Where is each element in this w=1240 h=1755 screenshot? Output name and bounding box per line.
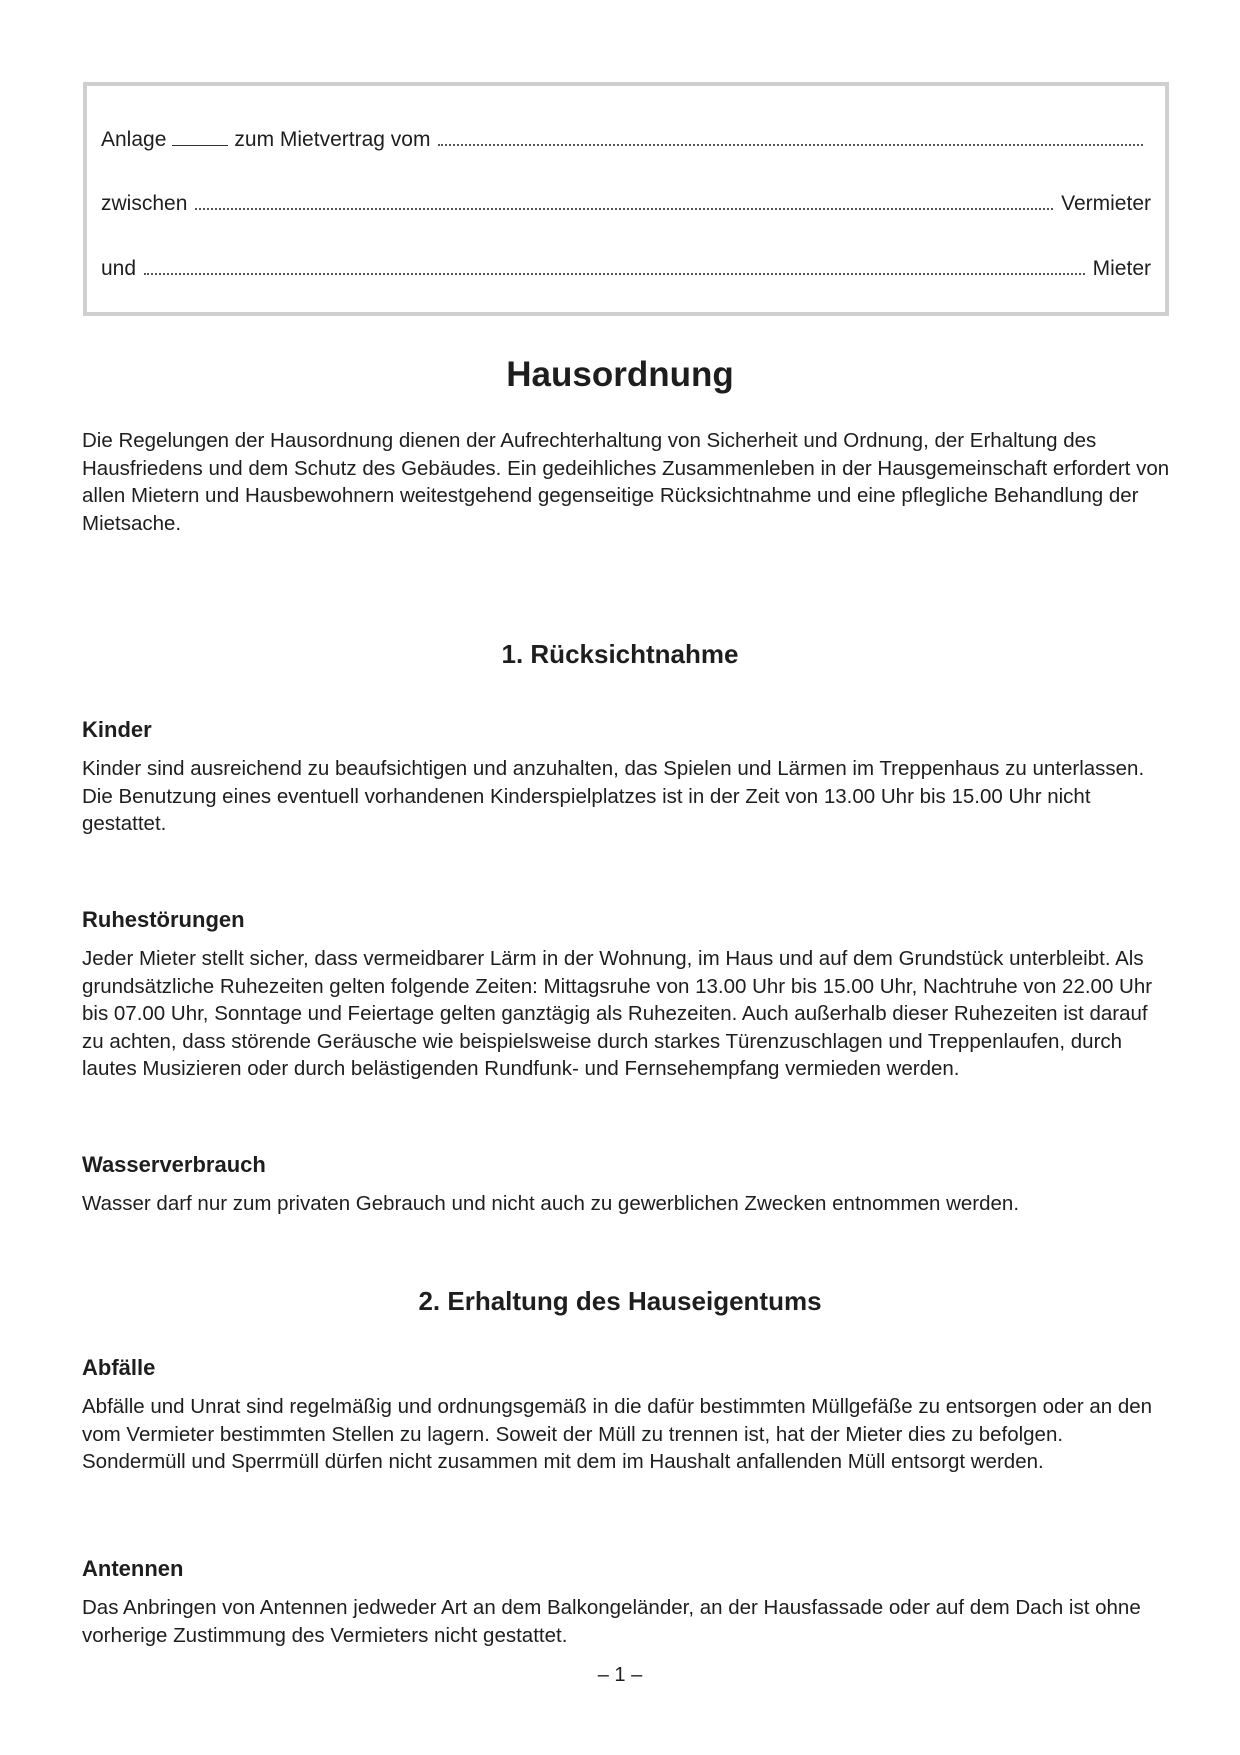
page-number: – 1 – (597, 1664, 643, 1686)
antennen-text: Das Anbringen von Antennen jedweder Art an dem Balkongeländer, an der Hausfassade oder auf dem Dach ist ohne vorherige Zustimmung des Vermieters nicht gestattet. (82, 1596, 1141, 1647)
wasserverbrauch-text: Wasser darf nur zum privaten Gebrauch und nicht auch zu gewerblichen Zwecken entnommen werden. (82, 1192, 1020, 1215)
annex-number-blank (172, 125, 228, 146)
tenant-name-field (144, 251, 1085, 275)
and-label: und (101, 257, 137, 280)
section-2-title: 2. Erhaltung des Hauseigentums (418, 1286, 822, 1316)
between-label: zwischen (101, 192, 188, 215)
ruhestoerungen-heading: Ruhestörungen (82, 907, 245, 932)
landlord-line (101, 186, 1151, 216)
antennen-heading: Antennen (82, 1556, 184, 1581)
contract-annex-box (83, 82, 1169, 316)
ruhestoerungen-text: Jeder Mieter stellt sicher, dass vermeidbarer Lärm in der Wohnung, im Haus und auf dem Grundstück unterbleibt. Als grundsätzliche Ruhezeiten gelten folgende Zeiten: Mittagsruhe von 13.00 Uhr bis 15.00 Uhr, Nachtruhe von 22.00 Uhr bis 07.00 Uhr, Sonntage und Feiertage gelten ganztägig als Ruhezeiten. Auch außerhalb dieser Ruhezeiten ist darauf zu achten, dass störende Geräusche wie beispielsweise durch starkes Türenzuschlagen und Treppenlaufen, durch lautes Musizieren oder durch belästigenden Rundfunk- und Fernsehempfang vermieden werden. (82, 947, 1153, 1080)
tenant-label: Mieter (1092, 257, 1151, 280)
wasserverbrauch-heading: Wasserverbrauch (82, 1152, 266, 1177)
landlord-name-field (195, 186, 1053, 210)
kinder-text: Kinder sind ausreichend zu beaufsichtigen und anzuhalten, das Spielen und Lärmen im Treppenhaus zu unterlassen. Die Benutzung eines eventuell vorhandenen Kinderspielplatzes ist in der Zeit von 13.00 Uhr bis 15.00 Uhr nicht gestattet. (82, 757, 1145, 835)
contract-date-field (438, 122, 1143, 146)
contract-date-label: zum Mietvertrag vom (234, 128, 431, 151)
landlord-label: Vermieter (1061, 192, 1151, 215)
page-title: Hausordnung (506, 355, 734, 394)
tenant-line (101, 251, 1151, 281)
abfaelle-text: Abfälle und Unrat sind regelmäßig und ordnungsgemäß in die dafür bestimmten Müllgefäße zu entsorgen oder an den vom Vermieter bestimmten Stellen zu lagern. Soweit der Müll zu trennen ist, hat der Mieter dies zu befolgen. Sondermüll und Sperrmüll dürfen nicht zusammen mit dem im Haushalt anfallenden Müll entsorgt werden. (82, 1395, 1153, 1473)
intro-paragraph: Die Regelungen der Hausordnung dienen der Aufrechterhaltung von Sicherheit und Ordnung, der Erhaltung des Hausfriedens und dem Schutz des Gebäudes. Ein gedeihliches Zusammenleben in der Hausgemeinschaft erfordert von allen Mietern und Hausbewohnern weitestgehend gegenseitige Rücksichtnahme und eine pflegliche Behandlung der Mietsache. (82, 429, 1170, 535)
annex-label: Anlage (101, 128, 167, 151)
section-1-title: 1. Rücksichtnahme (501, 639, 739, 669)
annex-line (101, 122, 1151, 152)
abfaelle-heading: Abfälle (82, 1355, 156, 1380)
kinder-heading: Kinder (82, 717, 152, 742)
